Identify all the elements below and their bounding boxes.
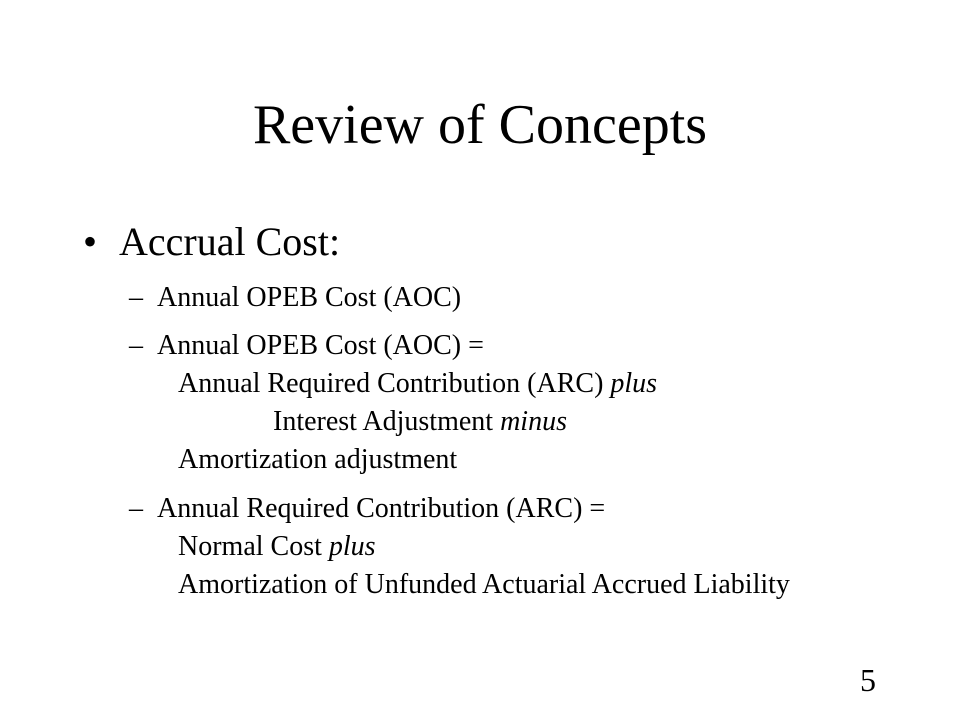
dash-icon: – [129,330,143,361]
bullet-text: Accrual Cost: [119,219,341,264]
bullet-icon: • [83,219,98,264]
dash-icon: – [129,493,143,524]
slide-title: Review of Concepts [252,94,708,156]
sub-item-text: Annual Required Contribution (ARC) = [157,493,606,524]
dash-icon: – [129,282,143,313]
page-number: 5 [860,662,876,698]
sub-item-text: Annual OPEB Cost (AOC) = [157,330,484,361]
formula-line-amortization: Amortization adjustment [178,444,458,475]
formula-line-normal-cost: Normal Cost plus [178,531,376,562]
bullet-accrual-cost [83,218,340,266]
formula-line-interest: Interest Adjustment minus [273,406,567,437]
sub-item-text: Annual OPEB Cost (AOC) [157,282,462,313]
formula-line-arc: Annual Required Contribution (ARC) plus [178,368,658,399]
formula-line-uaal: Amortization of Unfunded Actuarial Accrued Liability [178,569,790,600]
